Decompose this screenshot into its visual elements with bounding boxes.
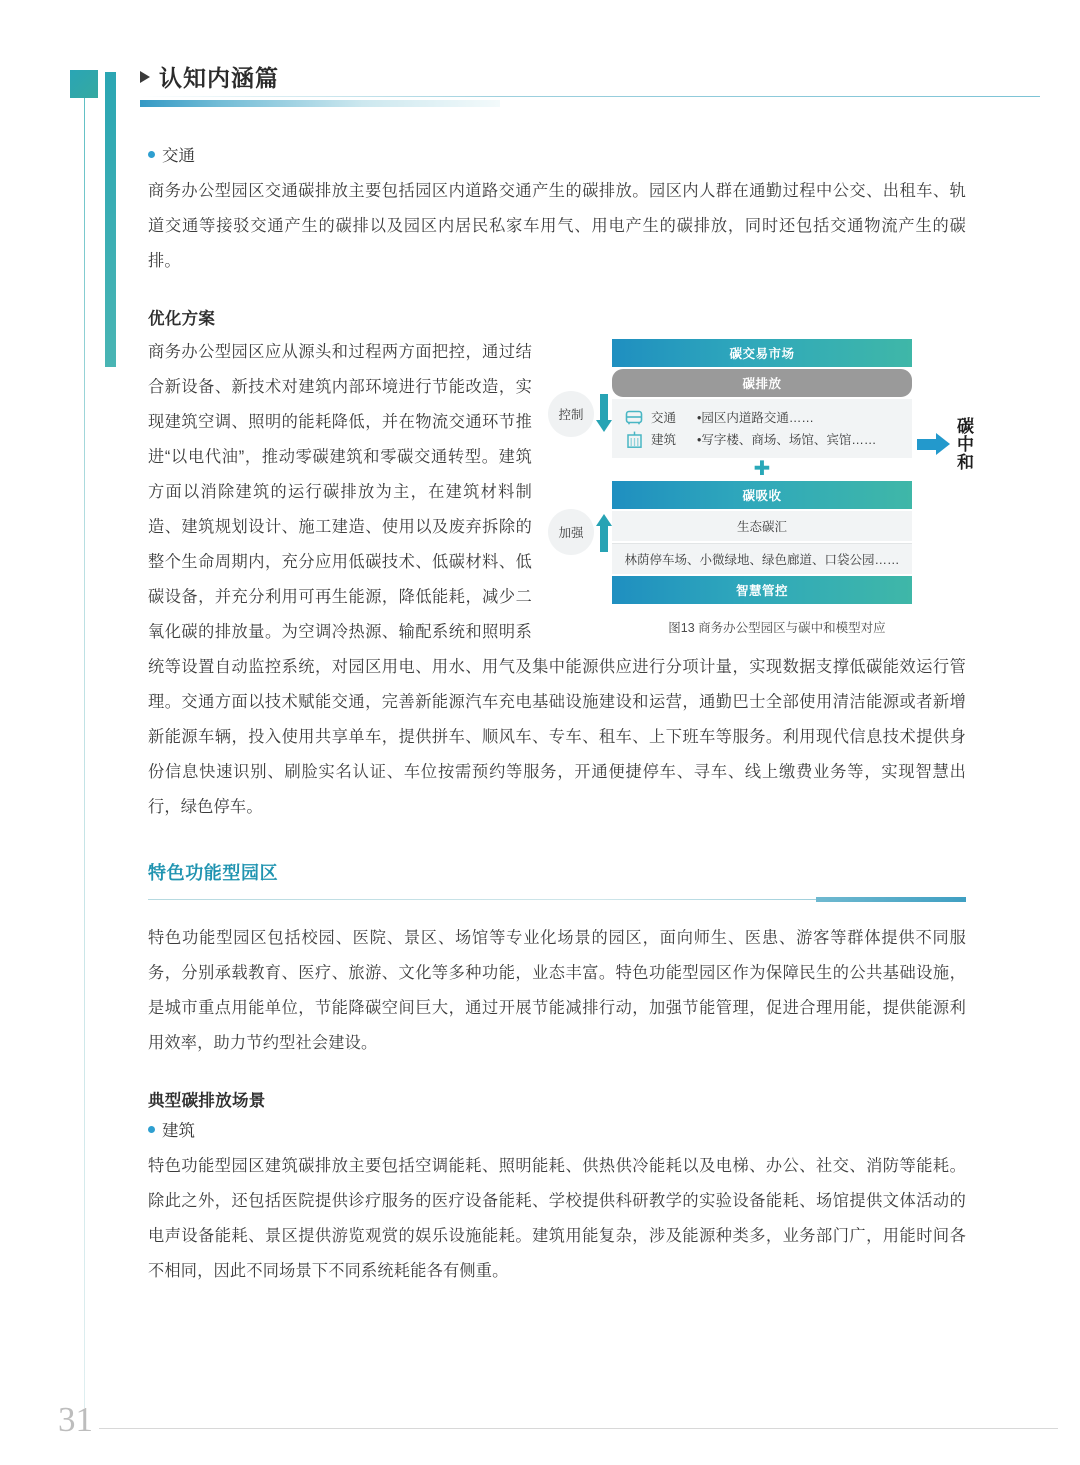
paragraph-traffic: 商务办公型园区交通碳排放主要包括园区内道路交通产生的碳排放。园区内人群在通勤过程中公交、出租车、轨道交通等接驳交通产生的碳排以及园区内居民私家车用气、用电产生的碳排放，同时还包括交通物流产生的碳排。 [148,182,966,270]
diagram-bar-smart-control: 智慧管控 [612,576,912,604]
header-rule [140,100,1040,107]
figure-carbon-neutral-model [548,339,973,636]
section-heading-special-park [148,859,966,903]
building-icon [624,430,644,448]
diagram-main-column [612,339,912,604]
paragraph-typical-scene: 特色功能型园区建筑碳排放主要包括空调能耗、照明能耗、供热供冷能耗以及电梯、办公、社交、消防等能耗。除此之外，还包括医院提供诊疗服务的医疗设备能耗、学校提供科研教学的实验设备能耗、场馆提供文体活动的电声设备能耗、景区提供游览观赏的娱乐设施能耗。建筑用能复杂，涉及能源种类多，业务部门广，用能时间各不相同，因此不同场景下不同系统耗能各有侧重。 [148,1157,966,1280]
emission-row-text: •园区内道路交通…… [697,411,814,425]
control-bubble: 控制 [548,391,594,437]
subheading-optimization: 优化方案 [148,310,216,328]
plus-icon: ✚ [753,458,771,480]
diagram-bar-carbon-absorption: 碳吸收 [612,481,912,509]
bullet-dot-icon [148,1126,155,1133]
paragraph-special-park: 特色功能型园区包括校园、医院、景区、场馆等专业化场景的园区，面向师生、医患、游客等群体提供不同服务，分别承载教育、医疗、旅游、文化等多种功能，业态丰富。特色功能型园区作为保障民生的公共基础设施，是城市重点用能单位，节能降碳空间巨大，通过开展节能减排行动，加强节能管理，促进合理用能，提供能源利用效率，助力节约型社会建设。 [148,929,966,1052]
optimization-wrap-block [148,335,973,825]
header-row [140,60,1040,93]
bullet-heading-traffic [148,142,966,166]
page-number: 31 [58,1399,93,1439]
diagram-eco-detail: 林荫停车场、小微绿地、绿色廊道、口袋公园…… [612,543,912,574]
diagram-bar-carbon-market: 碳交易市场 [612,339,912,367]
diagram-label-strengthen [548,509,612,555]
bullet-dot-icon [148,151,155,158]
page-content [148,142,973,1289]
page-header [140,60,1040,107]
page-footer [58,1399,1058,1439]
subheading-typical-scene: 典型碳排放场景 [148,1092,266,1110]
bus-icon [624,408,644,426]
arrow-right-icon [917,433,951,455]
section-title: 特色功能型园区 [148,863,279,883]
emission-row-label: 建筑 [651,433,677,447]
bullet-label-traffic: 交通 [162,147,195,165]
diagram-emission-panel [612,399,912,458]
header-rule-thin [140,96,1040,97]
emission-row-text: •写字楼、商场、场馆、宾馆…… [697,433,877,447]
decorative-square [70,70,98,98]
decorative-vertical-bar [105,72,116,367]
footer-line [99,1428,1058,1429]
arrow-up-icon [596,512,612,552]
diagram-container [548,339,973,604]
header-rule-thick [140,100,500,107]
bullet-heading-building [148,1117,966,1141]
section-rule-tail [816,897,966,902]
page-title: 认知内涵篇 [159,65,279,91]
emission-row [624,428,902,450]
diagram-outcome [917,417,972,471]
diagram-plus-row [612,458,912,481]
figure-caption: 图13 商务办公型园区与碳中和模型对应 [668,621,886,635]
emission-row [624,406,902,428]
diagram-label-control [548,391,612,437]
bullet-label-building: 建筑 [162,1122,195,1140]
strengthen-bubble: 加强 [548,509,594,555]
diagram-bar-carbon-emission: 碳排放 [612,369,912,397]
paragraph-optimization: 商务办公型园区应从源头和过程两方面把控，通过结合新设备、新技术对建筑内部环境进行节能改造，实现建筑空调、照明的能耗降低，并在物流交通环节推进“以电代油”，推动零碳建筑和零碳交通转型。建筑方面以消除建筑的运行碳排放为主，在建筑材料制造、建筑规划设计、施工建造、使用以及废弃拆除的整个生命周期内，充分应用低碳技术、低碳材料、低碳设备，并充分利用可再生能源，降低能耗，减少二氧化碳的排放量。为空调冷热源、输配系统和照明系统等设置自动监控系统，对园区用电、用水、用气及集中能源供应进行分项计量，实现数据支撑低碳能效运行管理。交通方面以技术赋能交通，完善新能源汽车充电基础设施建设和运营，通勤巴士全部使用清洁能源或者新增新能源车辆，投入使用共享单车，提供拼车、顺风车、专车、租车、上下班车等服务。利用现代信息技术提供身份信息快速识别、刷脸实名认证、车位按需预约等服务，开通便捷停车、寻车、线上缴费业务等，实现智慧出行，绿色停车。 [148,343,966,816]
decorative-vertical-line [84,98,85,1408]
triangle-marker-icon [140,71,150,83]
section-rule [148,897,966,903]
arrow-down-icon [596,394,612,434]
diagram-eco-sink: 生态碳汇 [612,511,912,541]
outcome-label: 碳中和 [954,417,973,471]
emission-row-label: 交通 [651,411,677,425]
